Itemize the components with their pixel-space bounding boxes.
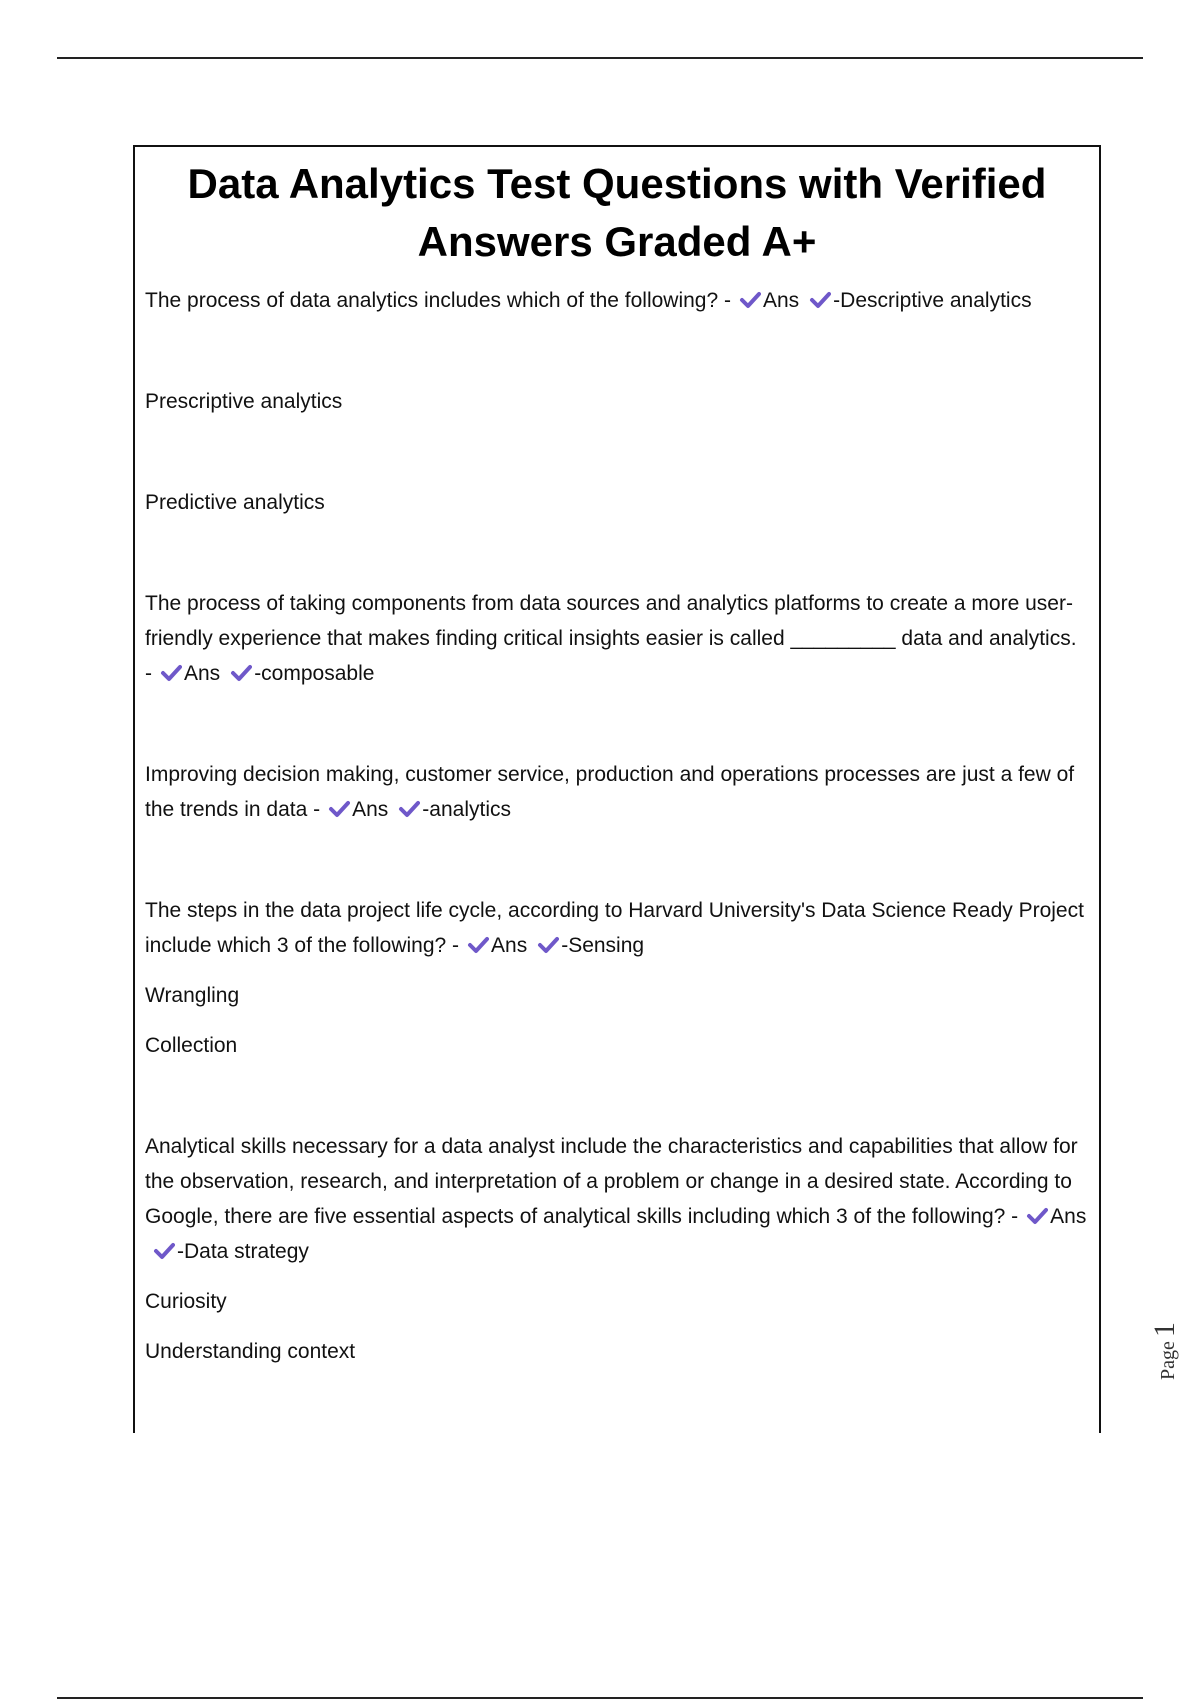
answer-text: -analytics — [422, 798, 511, 821]
qa-item — [145, 757, 1089, 827]
question-text: Improving decision making, customer service, production and operations processes are just a few of the trends in data - Ans -analytics — [145, 763, 1075, 821]
answer-option: Collection — [145, 1034, 238, 1057]
footer-rule — [57, 1697, 1143, 1699]
check-icon — [1026, 1207, 1048, 1225]
check-icon — [153, 1242, 175, 1260]
answer-option: Prescriptive analytics — [145, 390, 343, 413]
check-icon — [328, 800, 350, 818]
qa-list — [135, 283, 1099, 1369]
document-title: Data Analytics Test Questions with Verified Answers Graded A+ — [187, 160, 1047, 265]
check-icon — [398, 800, 420, 818]
header-rule — [57, 57, 1143, 59]
answer-text: -Descriptive analytics — [833, 289, 1032, 312]
question-text: The steps in the data project life cycle, according to Harvard University's Data Science Ready Project include which 3 of the following? - Ans -Sensing — [145, 899, 1084, 957]
page-number — [1148, 1310, 1188, 1380]
answer-text: -Sensing — [561, 934, 645, 957]
page-label: Page — [1157, 1341, 1179, 1380]
answer-text: -Data strategy — [177, 1240, 309, 1263]
question-text: The process of taking components from data sources and analytics platforms to create a more user-friendly experience that makes finding critical insights easier is called _________ data and analytics. - Ans -composable — [145, 592, 1077, 685]
check-icon — [467, 936, 489, 954]
ans-label: Ans — [491, 934, 528, 957]
qa-item — [145, 1129, 1089, 1369]
question-text: The process of data analytics includes which of the following? - Ans -Descriptive analytics — [145, 289, 1032, 312]
page-number-value: 1 — [1148, 1322, 1181, 1338]
ans-label: Ans — [352, 798, 389, 821]
document-page — [133, 145, 1101, 1433]
check-icon — [537, 936, 559, 954]
qa-item — [145, 283, 1089, 520]
check-icon — [230, 664, 252, 682]
ans-label: Ans — [184, 662, 221, 685]
answer-option: Wrangling — [145, 984, 240, 1007]
answer-text: -composable — [254, 662, 375, 685]
ans-label: Ans — [762, 289, 800, 312]
ans-label: Ans — [1050, 1205, 1087, 1228]
qa-item — [145, 893, 1089, 1063]
qa-item — [145, 586, 1089, 691]
check-icon — [809, 291, 831, 309]
question-text: Analytical skills necessary for a data analyst include the characteristics and capabilities that allow for the observation, research, and interpretation of a problem or change in a desired state. According to Google, there are five essential aspects of analytical skills including which 3 of the following? - Ans-Data strategy — [145, 1135, 1087, 1263]
check-icon — [160, 664, 182, 682]
check-icon — [739, 291, 761, 309]
answer-option: Predictive analytics — [145, 491, 325, 514]
answer-option: Understanding context — [145, 1340, 356, 1363]
answer-option: Curiosity — [145, 1290, 227, 1313]
